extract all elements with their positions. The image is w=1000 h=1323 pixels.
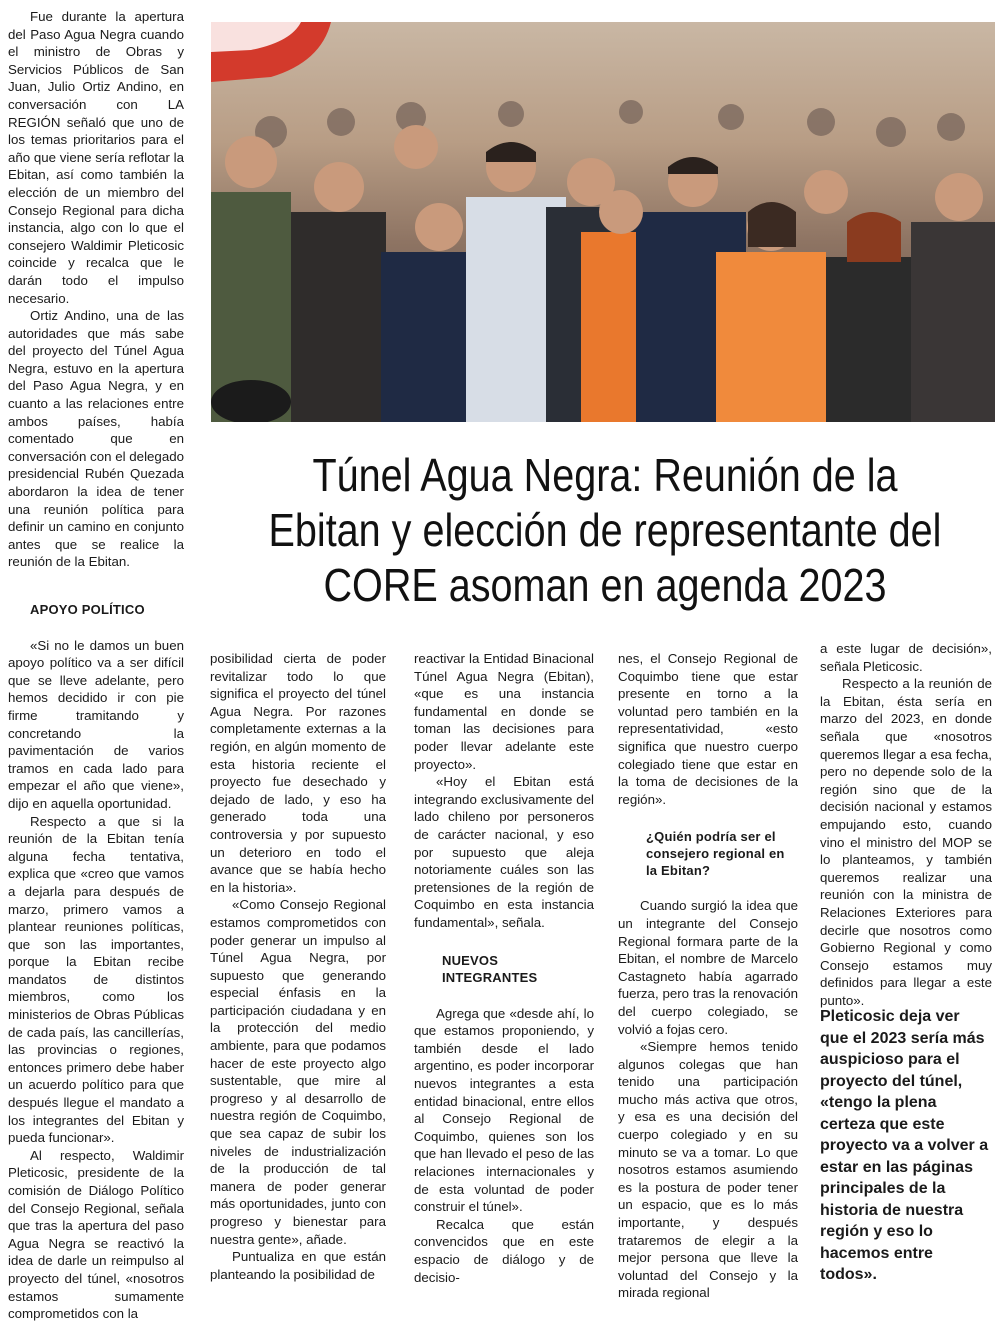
paragraph: Puntualiza en que están planteando la posibilidad de [210,1249,386,1282]
article-column-4 [618,650,798,1302]
article-column-5 [820,640,992,1009]
paragraph: nes, el Consejo Regional de Coquimbo tiene que estar presente en torno a la voluntad pero también en la representatividad, «esto significa que nuestro cuerpo colegiado tiene que estar en la toma de decisiones de la región». [618,651,798,807]
paragraph: Cuando surgió la idea que un integrante del Consejo Regional formara parte de la Ebitan, el nombre de Marcelo Castagneto había agarrado fuerza, pero tras la renovación del cuerpo colegiado, se volvió a fojas cero. [618,898,798,1037]
group-photo-illustration [211,22,995,422]
paragraph: Agrega que «desde ahí, lo que estamos proponiendo, y también desde el lado argentino, es poder incorporar nuevos integrantes a esta entidad binacional, entre ellos al Consejo Regional de Coquimbo, quienes son los que han llevado el peso de las relaciones internacionales y de esta voluntad de poder construir el túnel». [414,1005,594,1215]
group-photo [211,22,995,422]
article-column-1 [8,8,184,1323]
headline: Túnel Agua Negra: Reunión de la Ebitan y elección de representante del CORE asoman en agenda 2023 [268,449,942,611]
subhead-quien-podria-ser: ¿Quién podría ser el consejero regional en la Ebitan? [646,829,785,879]
paragraph: a este lugar de decisión», señala Pleticosic. [820,641,992,674]
article-column-3 [414,650,594,1286]
subhead-apoyo-politico: APOYO POLÍTICO [30,602,145,617]
article-column-2 [210,650,386,1283]
paragraph: «Siempre hemos tenido algunos colegas que han tenido una participación mucho más activa que otros, y esa es una decisión del cuerpo colegiado y en su minuto se va a tomar. Lo que nosotros estamos asumiendo es la postura de poder tener un espacio, que es lo más importante, y después trataremos de elegir a la mejor persona que lleve la voluntad del Consejo y la mirada regional [618,1039,798,1301]
paragraph: Ortiz Andino, una de las autoridades que más sabe del proyecto del Túnel Agua Negra, estuvo en la apertura del Paso Agua Negra, y en cuanto a las relaciones entre ambos países, había comentado que en conversación con el delegado presidencial Rubén Quezada abordaron la idea de tener una reunión política para definir un camino en conjunto antes que se realice la reunión de la Ebitan. [8,308,184,570]
pull-quote: Pleticosic deja ver que el 2023 sería más auspicioso para el proyecto del túnel, «tengo la plena certeza que este proyecto va a volver a estar en las páginas principales de la historia de nuestra región y eso lo hacemos entre todos». [820,1008,989,1283]
paragraph: Fue durante la apertura del Paso Agua Negra cuando el ministro de Obras y Servicios Públicos de San Juan, Julio Ortiz Andino, en conversación con LA REGIÓN señaló que uno de los temas prioritarios para el año que viene sería reflotar la Ebitan, así como también la elección de un miembro del Consejo Regional para dicha instancia, algo con lo que el consejero Waldimir Pleticosic coincide y recalca que le darán todo el impulso necesario. [8,9,184,306]
paragraph: «Como Consejo Regional estamos comprometidos con poder generar un impulso al Túnel Agua Negra, por supuesto que generando especial énfasis en la participación ciudadana y en la protección del medio ambiente, para que podamos hacer de este proyecto algo sustentable, que mire al progreso y al desarrollo de nuestra región de Coquimbo, que sea capaz de subir los niveles de industrialización de la producción de tal manera de poder generar más oportunidades, junto con progreso y bienestar para nuestra gente», añade. [210,897,386,1247]
paragraph: Respecto a que si la reunión de la Ebitan tenía alguna fecha tentativa, explica que «creo que vamos a dejarla para después de marzo, primero vamos a plantear reuniones políticas, que son las importantes, porque la Ebitan recibe mandatos de distintos miembros, como los ministerios de Obras Públicas de cada país, las cancillerías, las provincias o regiones, entonces primero debe haber un acuerdo político para que después llegue el mandato a los integrantes del Ebitan y pueda funcionar». [8,813,184,1146]
paragraph: Al respecto, Waldimir Pleticosic, presidente de la comisión de Diálogo Político del Consejo Regional, señala que tras la apertura del paso Agua Negra se reactivó la idea de darle un reimpulso al proyecto del túnel, «nosotros estamos sumamente comprometidos con la [8,1147,184,1322]
paragraph: «Si no le damos un buen apoyo político va a ser difícil que se lleve adelante, pero hemos decidido ir con pie firme tramitando y concretando la pavimentación de varios tramos en cada lado para empezar el año que viene», dijo en aquella oportunidad. [8,637,184,811]
subhead-nuevos-integrantes: NUEVOS INTEGRANTES [442,952,538,986]
paragraph: posibilidad cierta de poder revitalizar todo lo que significa el proyecto del túnel Agua Negra. Por razones completamente externas a la región, en algún momento de esta historia reciente el proyecto fue desechado y dejado de lado, y eso ha generado toda una controversia y por supuesto un deterioro en todo el avance que se había hecho en la historia». [210,651,386,895]
paragraph: Respecto a la reunión de la Ebitan, ésta sería en marzo del 2023, en donde señala que «nosotros queremos llegar a esa fecha, pero no depende solo de la región sino que de la decisión nacional y estamos empujando esto, cuando vino el ministro del MOP se lo planteamos, y también queremos realizar una reunión con la ministra de Relaciones Exteriores para decirle que nosotros como Gobierno Regional y como Consejo estamos muy definidos para llegar a este punto». [820,676,992,1008]
paragraph: Recalca que están convencidos que en este espacio de diálogo y de decisio- [414,1216,594,1285]
paragraph: reactivar la Entidad Binacional Túnel Agua Negra (Ebitan), «que es una instancia fundamental en donde se toman las decisiones para poder llevar adelante este proyecto». [414,651,594,772]
paragraph: «Hoy el Ebitan está integrando exclusivamente del lado chileno por personeros de carácter nacional, y eso por supuesto que aleja notoriamente cuáles son las pretensiones de la región de Coquimbo en esta instancia fundamental», señala. [414,774,594,930]
